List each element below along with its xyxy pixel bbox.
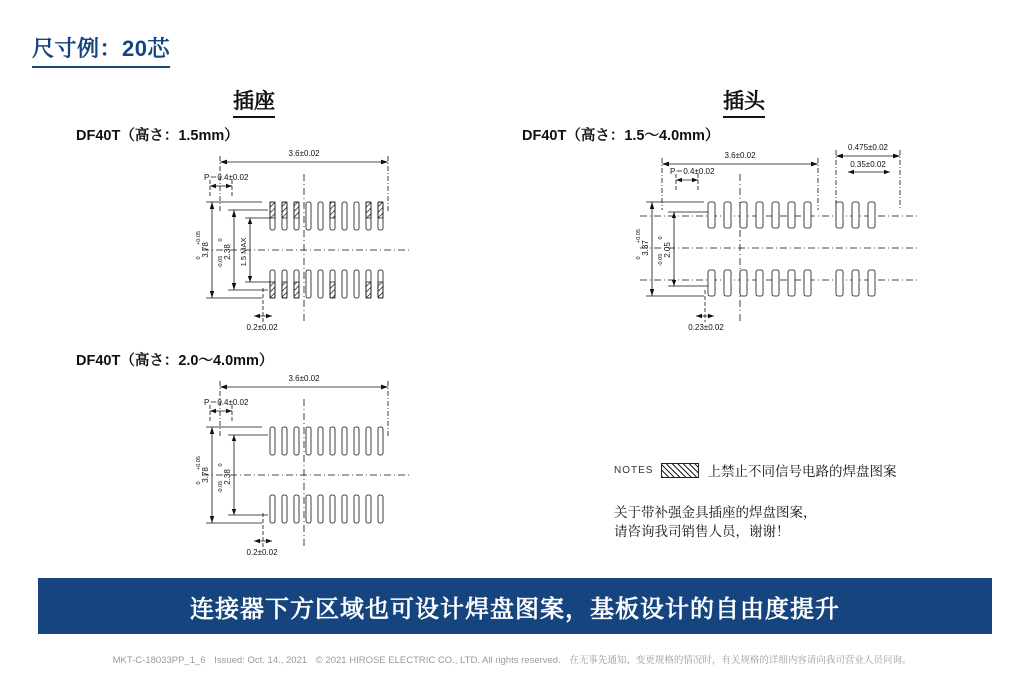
dim-height-3-37-tol-lower: 0 xyxy=(636,256,642,260)
bottom-banner xyxy=(38,578,992,634)
notes-paragraph-line1: 关于带补强金具插座的焊盘图案， xyxy=(614,505,817,520)
dim-height-3-78-b: 3.78 xyxy=(201,467,210,483)
notes-paragraph-line2: 请咨询我司销售人员，谢谢！ xyxy=(614,524,790,539)
notes-row xyxy=(614,460,974,480)
dim-height-2-38-b-tol-upper: 0 xyxy=(218,463,224,467)
dim-pad-0-2-b: 0.2±0.02 xyxy=(246,548,278,557)
dim-height-3-78-b-tol-lower: 0 xyxy=(196,481,202,485)
dim-height-3-78: 3.78 xyxy=(201,242,210,258)
hatch-pattern-icon xyxy=(661,463,699,478)
dim-height-2-05-tol-lower: -0.05 xyxy=(658,253,664,267)
column-heading-header: 插头 xyxy=(723,85,765,118)
dim-height-2-38: 2.38 xyxy=(223,244,232,260)
dim-width-3-6: 3.6±0.02 xyxy=(288,149,320,158)
footer-copyright: © 2021 HIROSE ELECTRIC CO., LTD. All rights reserved. xyxy=(315,655,561,666)
dim-height-2-38-b-tol-lower: -0.05 xyxy=(218,480,224,494)
dim-pad-0-2: 0.2±0.02 xyxy=(246,323,278,332)
notes-paragraph xyxy=(614,503,817,541)
dim-width-0-35: 0.35±0.02 xyxy=(850,160,886,169)
dim-height-2-38-tol-upper: 0 xyxy=(218,238,224,242)
dim-height-2-38-b: 2.38 xyxy=(223,469,232,485)
footer xyxy=(0,652,1030,666)
dim-height-2-05-tol-upper: 0 xyxy=(658,236,664,240)
bottom-banner-text: 连接器下方区域也可设计焊盘图案，基板设计的自由度提升 xyxy=(190,595,840,623)
dim-height-3-78-b-tol-upper: +0.05 xyxy=(196,456,202,470)
dim-pitch-b: P＝0.4±0.02 xyxy=(204,398,249,407)
footer-disclaimer: 在无事先通知、变更规格的情况时，有关规格的详细内容请向我司营业人员问询。 xyxy=(569,655,912,666)
dim-pitch-header: P＝0.4±0.02 xyxy=(670,167,715,176)
section-label-header-15-40: DF40T（高さ：1.5～4.0mm） xyxy=(522,128,720,144)
drawing-socket-1-5mm xyxy=(150,140,450,340)
dim-pad-0-23: 0.23±0.02 xyxy=(688,323,724,332)
dim-height-3-37-tol-upper: +0.05 xyxy=(636,229,642,243)
column-heading-socket: 插座 xyxy=(233,85,275,118)
dim-height-3-78-tol-lower: 0 xyxy=(196,256,202,260)
notes-block xyxy=(614,460,974,480)
dim-height-2-05: 2.05 xyxy=(663,242,672,258)
drawing-socket-2-0-4-0mm xyxy=(150,365,450,565)
dim-height-2-38-tol-lower: -0.05 xyxy=(218,255,224,269)
dim-width-3-6-header: 3.6±0.02 xyxy=(724,151,756,160)
footer-issued: Issued: Oct. 14., 2021 xyxy=(214,655,308,666)
dim-height-3-78-tol-upper: +0.05 xyxy=(196,231,202,245)
section-label-socket-15: DF40T（高さ：1.5mm） xyxy=(76,128,239,144)
section-label-socket-20-40: DF40T（高さ：2.0～4.0mm） xyxy=(76,353,274,369)
page-title: 尺寸例：20芯 xyxy=(32,32,170,68)
dim-height-3-37: 3.37 xyxy=(641,240,650,256)
footer-doc-id: MKT-C-18033PP_1_6 xyxy=(112,655,206,666)
dim-height-1-5-max: 1.5 MAX xyxy=(239,237,248,267)
dim-width-0-475: 0.475±0.02 xyxy=(848,143,888,152)
dim-pitch: P＝0.4±0.02 xyxy=(204,173,249,182)
drawing-header-1-5-4-0mm xyxy=(600,140,980,340)
dim-width-3-6-b: 3.6±0.02 xyxy=(288,374,320,383)
notes-hatch-text: 上禁止不同信号电路的焊盘图案 xyxy=(707,464,897,479)
notes-label: NOTES xyxy=(614,464,654,476)
